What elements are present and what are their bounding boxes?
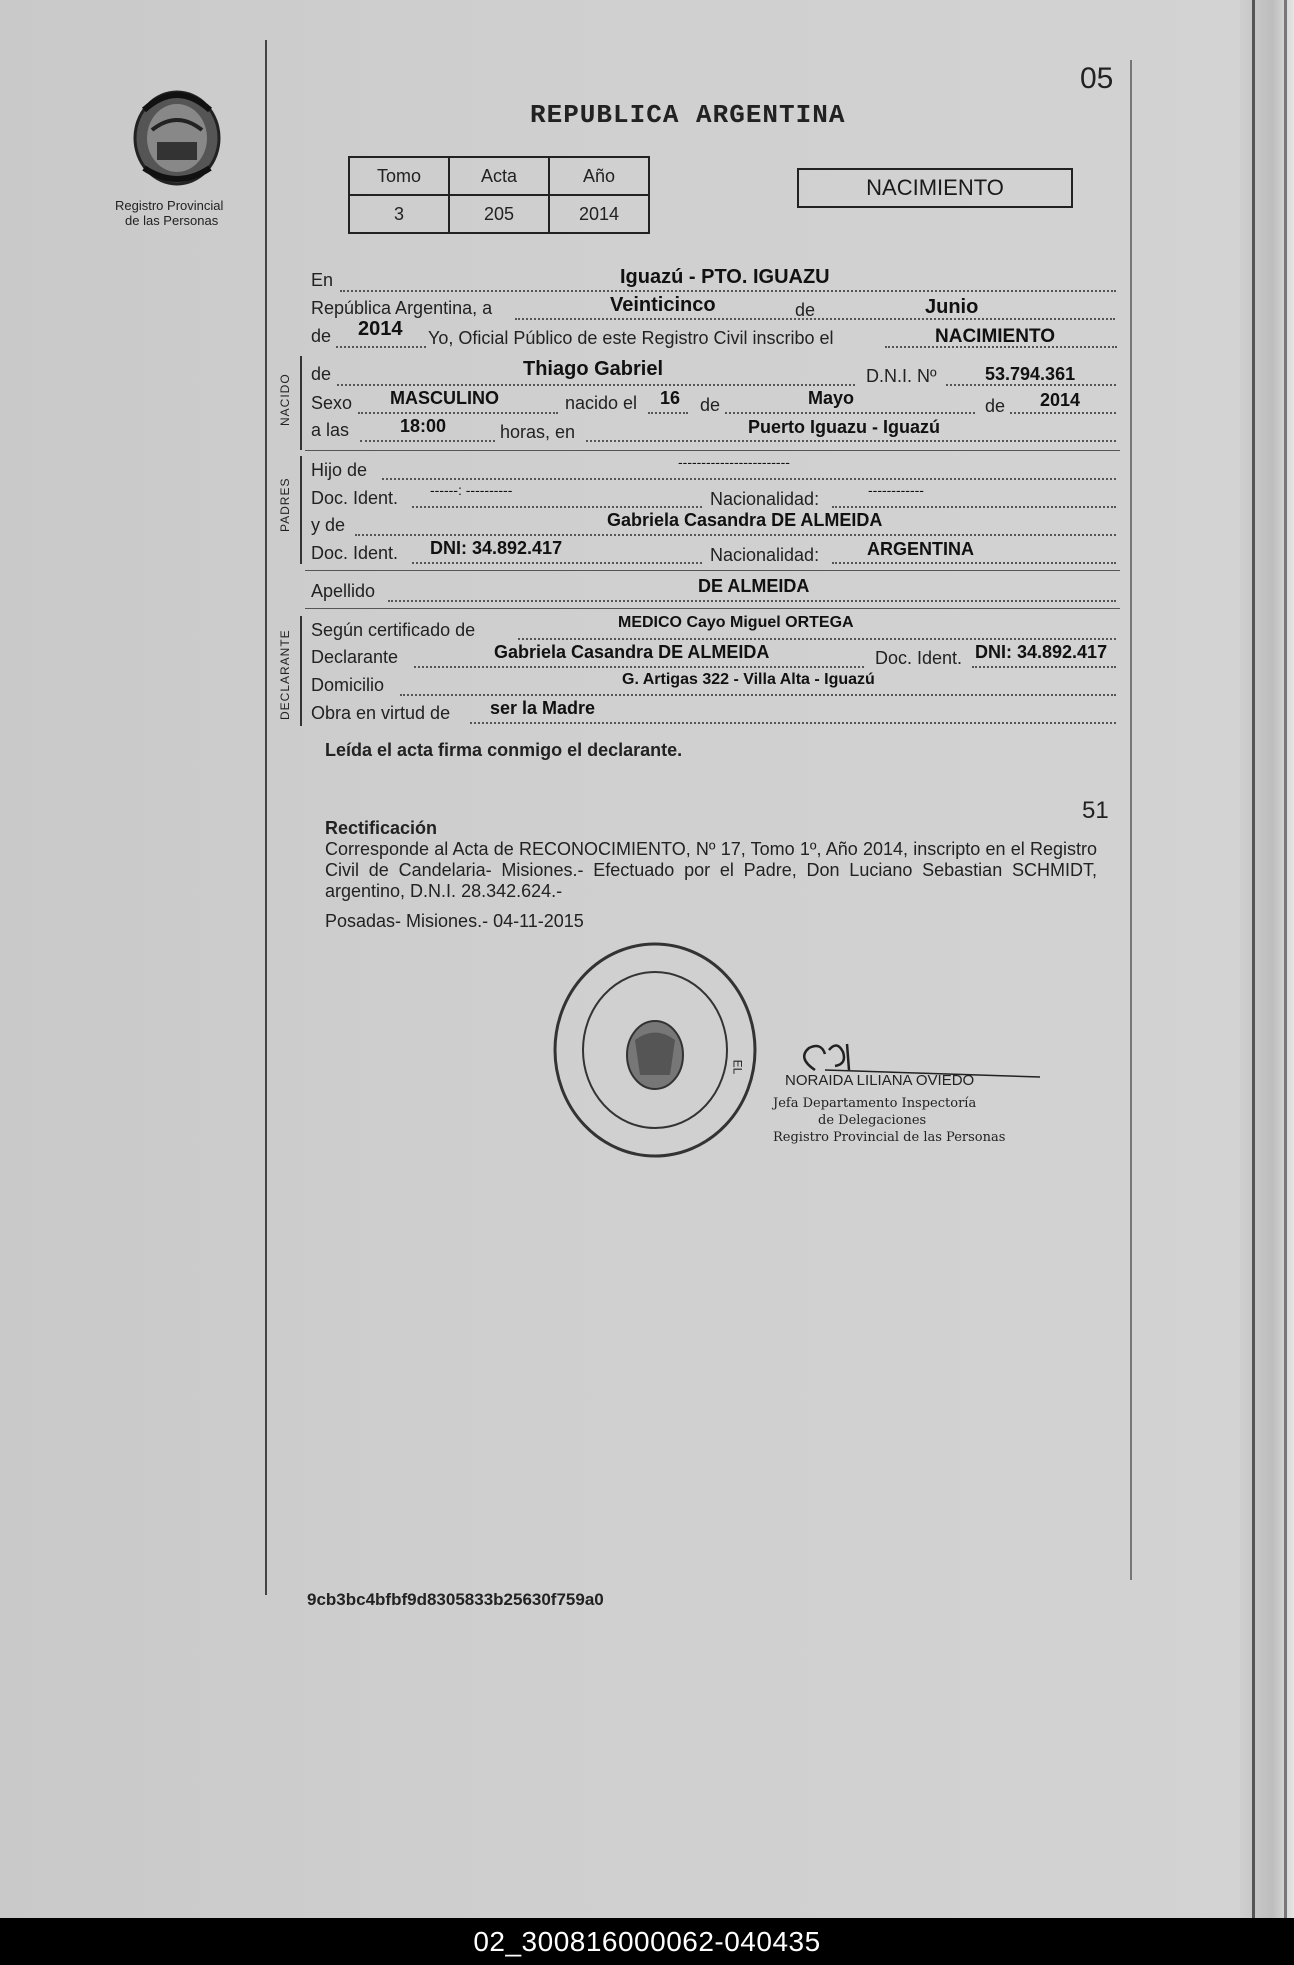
year-dots	[336, 346, 426, 348]
father-name: ------------------------	[678, 454, 790, 470]
mother-dots	[355, 534, 1116, 536]
mother-nac-label: Nacionalidad:	[710, 545, 820, 565]
mother-nac: ARGENTINA	[867, 539, 974, 559]
apellido-dots	[388, 600, 1116, 602]
father-nac: ------------	[868, 482, 924, 498]
mother-doc-dots	[412, 562, 702, 564]
alas-label: a las	[311, 420, 350, 440]
doc-type-box	[797, 168, 1073, 208]
day-dots	[648, 412, 688, 414]
signer-name: NORAIDA LILIANA OVIEDO	[785, 1072, 975, 1089]
republica-label: República Argentina, a	[311, 298, 493, 318]
table-header-anio: Año	[549, 157, 649, 195]
tomo-value: 3	[349, 195, 449, 233]
birth-day: 16	[660, 388, 681, 408]
table-header-tomo: Tomo	[349, 157, 449, 195]
page-title: REPUBLICA ARGENTINA	[530, 100, 846, 130]
father-nac-label: Nacionalidad:	[710, 489, 820, 509]
birth-place-dots	[586, 440, 1116, 442]
father-dots	[382, 478, 1116, 480]
de-label-2: de	[311, 326, 332, 346]
time-dots	[360, 440, 495, 442]
day-words-value: Veinticinco	[610, 294, 716, 316]
decl-doc-label: Doc. Ident.	[875, 648, 963, 668]
registry-table	[348, 156, 650, 234]
coat-of-arms-icon	[122, 80, 232, 190]
nacido-de-label: de	[311, 364, 332, 384]
inscribo-text: Yo, Oficial Público de este Registro Civil inscribo el	[428, 328, 834, 348]
marginal-number: 51	[1082, 797, 1109, 824]
logo-caption-2: de las Personas	[125, 213, 219, 228]
birth-year: 2014	[1040, 390, 1081, 410]
birth-time: 18:00	[400, 416, 447, 436]
sexo-label: Sexo	[311, 393, 353, 413]
sexo-value: MASCULINO	[390, 388, 499, 408]
decl-value: Gabriela Casandra DE ALMEIDA	[494, 642, 770, 662]
dom-value: G. Artigas 322 - Villa Alta - Iguazú	[622, 671, 875, 688]
padres-side-label: PADRES	[278, 477, 292, 532]
signer-title-3: Registro Provincial de las Personas	[773, 1130, 1006, 1145]
decl-doc-dots	[972, 666, 1116, 668]
child-name: Thiago Gabriel	[523, 358, 664, 380]
birth-place: Puerto Iguazu - Iguazú	[748, 417, 940, 437]
footer-code-bar	[0, 1918, 1294, 1965]
mother-name: Gabriela Casandra DE ALMEIDA	[607, 510, 883, 530]
decl-dots	[414, 666, 864, 668]
en-dots	[340, 290, 1116, 292]
apellido-value: DE ALMEIDA	[698, 576, 810, 596]
yde-label: y de	[311, 515, 346, 535]
nacido-rule	[305, 450, 1120, 451]
adjacent-page-edge	[1240, 0, 1294, 1918]
signer-title-2: de Delegaciones	[818, 1113, 927, 1128]
month-value: Junio	[925, 296, 979, 318]
father-doc: ------: ----------	[430, 482, 513, 498]
dom-label: Domicilio	[311, 675, 385, 695]
dni-label: D.N.I. Nº	[866, 366, 937, 386]
decl-doc: DNI: 34.892.417	[975, 642, 1108, 662]
padres-rule	[305, 570, 1120, 571]
page-edge-line	[1252, 0, 1255, 1918]
inscribo-value: NACIMIENTO	[935, 326, 1055, 347]
province-logo	[122, 80, 232, 190]
father-doc-label: Doc. Ident.	[311, 488, 399, 508]
mother-doc: DNI: 34.892.417	[430, 538, 563, 558]
nacido-de-1: de	[700, 395, 721, 415]
anio-value: 2014	[549, 195, 649, 233]
document-hash: 9cb3bc4bfbf9d8305833b25630f759a0	[307, 1590, 604, 1609]
mother-nac-dots	[832, 562, 1116, 564]
horas-label: horas, en	[500, 422, 576, 442]
leida-text: Leída el acta firma conmigo el declarante.	[325, 740, 683, 760]
official-stamp	[550, 940, 760, 1160]
cert-value: MEDICO Cayo Miguel ORTEGA	[618, 614, 854, 631]
rectificacion-place-date: Posadas- Misiones.- 04-11-2015	[325, 911, 584, 931]
rectificacion-title: Rectificación	[325, 818, 438, 838]
declarante-side-label: DECLARANTE	[278, 629, 292, 720]
obra-label: Obra en virtud de	[311, 703, 451, 723]
apellido-label: Apellido	[311, 581, 376, 601]
apellido-rule	[305, 608, 1120, 609]
padres-bar	[300, 456, 302, 564]
signer-title-1: Jefa Departamento Inspectoría	[773, 1096, 977, 1111]
hijo-label: Hijo de	[311, 460, 368, 480]
stamp-seal-icon	[550, 940, 760, 1160]
mother-doc-label: Doc. Ident.	[311, 543, 399, 563]
sexo-dots	[358, 412, 558, 414]
father-doc-dots	[412, 506, 702, 508]
en-label: En	[311, 270, 334, 290]
nacido-side-label: NACIDO	[278, 373, 292, 426]
margin-line	[265, 40, 267, 1595]
place-value: Iguazú - PTO. IGUAZU	[620, 266, 830, 288]
birth-year-dots	[1010, 412, 1116, 414]
doc-type: NACIMIENTO	[866, 175, 1004, 200]
decl-label: Declarante	[311, 647, 399, 667]
logo-caption-1: Registro Provincial	[115, 198, 224, 213]
nacido-el-label: nacido el	[565, 393, 638, 413]
father-nac-dots	[832, 506, 1116, 508]
birth-month: Mayo	[808, 388, 855, 408]
declarante-bar	[300, 616, 302, 726]
table-header-acta: Acta	[449, 157, 549, 195]
acta-value: 205	[449, 195, 549, 233]
name-dots	[337, 384, 855, 386]
obra-dots	[470, 722, 1116, 724]
dom-dots	[400, 694, 1116, 696]
cert-label: Según certificado de	[311, 620, 476, 640]
footer-code: 02_300816000062-040435	[473, 1926, 821, 1957]
nacido-de-2: de	[985, 396, 1006, 416]
stamp-side-text: EL	[730, 1059, 745, 1075]
rectificacion-body: Corresponde al Acta de RECONOCIMIENTO, Nº 17, Tomo 1º, Año 2014, inscripto en el Registro Civil de Candelaria- Misiones.- Efectuado por el Padre, Don Luciano Sebastian SCHMIDT, argentino, D.N.I. 28.342.624.-	[325, 839, 1097, 901]
nacido-bar	[300, 356, 302, 450]
page-number: 05	[1080, 62, 1114, 95]
year-value: 2014	[358, 318, 403, 340]
cert-dots	[518, 638, 1116, 640]
page-edge-line-2	[1284, 0, 1287, 1918]
child-dni: 53.794.361	[985, 364, 1076, 384]
de-label-1: de	[795, 300, 816, 320]
obra-value: ser la Madre	[490, 698, 596, 718]
birth-month-dots	[725, 412, 975, 414]
right-margin-line	[1130, 60, 1132, 1580]
